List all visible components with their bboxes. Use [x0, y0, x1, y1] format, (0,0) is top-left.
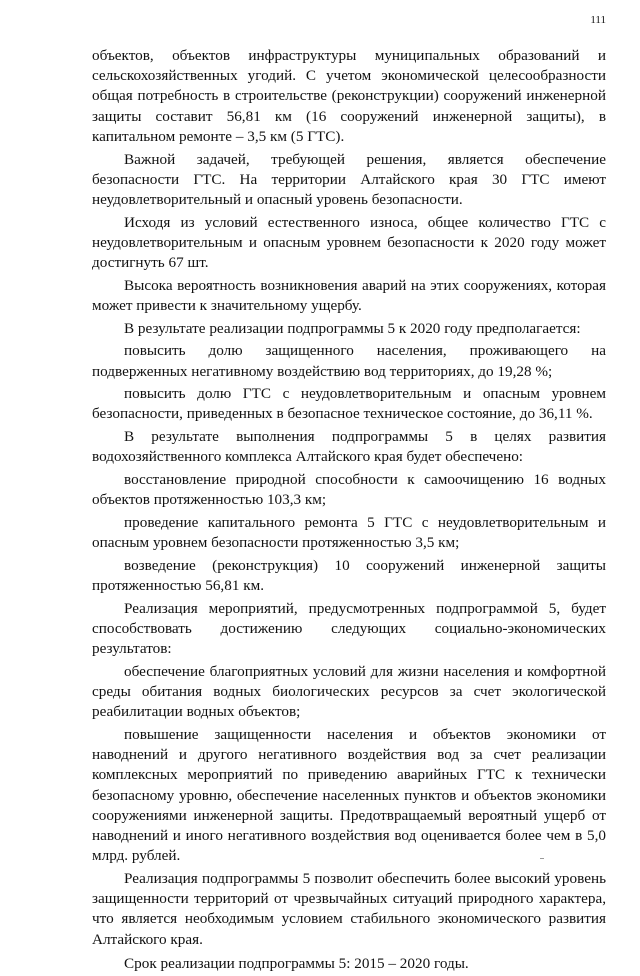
paragraph-expected-results-intro: В результате реализации подпрограммы 5 к 2020 году предполагается:	[124, 319, 581, 337]
list-item-construction: возведение (реконструкция) 10 сооружений инженерной защиты протяженностью 56,81 км.	[92, 556, 606, 595]
paragraph-water-complex-intro: В результате выполнения подпрограммы 5 в целях развития водохозяйственного комплекса Алтайского края будет обеспечено:	[92, 428, 606, 466]
list-item-safe-gts-share: повысить долю ГТС с неудовлетворительным и опасным уровнем безопасности, приведенных в безопасное техническое состояние, до 36,11 %.	[92, 385, 606, 423]
list-item-self-purification: восстановление природной способности к самоочищению 16 водных объектов протяженностью 103,3 км;	[92, 471, 606, 509]
paragraph-implementation-period: Срок реализации подпрограммы 5: 2015 – 2020 годы.	[124, 954, 469, 972]
list-item-living-conditions: обеспечение благоприятных условий для жизни населения и комфортной среды обитания водных биологических ресурсов за счет экологической реабилитации водных объектов;	[92, 662, 606, 721]
paragraph-gts-safety-task: Важной задачей, требующей решения, является обеспечение безопасности ГТС. На территории Алтайского края 30 ГТС имеют неудовлетворительный и опасный уровень безопасности.	[92, 150, 606, 208]
list-item-flood-protection: повышение защищенности населения и объектов экономики от наводнений и другого негативного воздействия вод за счет реализации комплексных мероприятий по приведению аварийных ГТС к технически безопасному уровню, обеспечение населенных пунктов и объектов экономики сооружениями инженерной защиты. Предотвращаемый вероятный ущерб от наводнений и иного негативного воздействия вод оценивается более чем в 5,0 млрд. рублей.	[92, 726, 606, 865]
document-body	[92, 46, 606, 976]
page-number: 111	[590, 14, 606, 26]
list-item-capital-repair: проведение капитального ремонта 5 ГТС с неудовлетворительным и опасным уровнем безопасности протяженностью 3,5 км;	[92, 513, 606, 552]
list-item-protected-population: повысить долю защищенного населения, проживающего на подверженных негативному воздействию вод территориях, до 19,28 %;	[92, 342, 606, 380]
paragraph-higher-protection: Реализация подпрограммы 5 позволит обеспечить более высокий уровень защищенности территорий от чрезвычайных ситуаций природного характера, что является необходимым условием стабильного экономического развития Алтайского края.	[92, 869, 606, 948]
paragraph-needs-continuation: объектов, объектов инфраструктуры муниципальных образований и сельскохозяйственных угодий. С учетом экономической целесообразности общая потребность в строительстве (реконструкции) сооружений инженерной защиты составит 56,81 км (16 сооружений инженерной защиты), в капитальном ремонте – 3,5 км (5 ГТС).	[92, 47, 606, 145]
paragraph-wear-forecast: Исходя из условий естественного износа, общее количество ГТС с неудовлетворительным и опасным уровнем безопасности к 2020 году может достигнуть 67 шт.	[92, 213, 606, 272]
paragraph-socioeconomic-intro: Реализация мероприятий, предусмотренных подпрограммой 5, будет способствовать достижению следующих социально-экономических результатов:	[92, 599, 606, 658]
paragraph-accident-risk: Высока вероятность возникновения аварий на этих сооружениях, которая может привести к значительному ущербу.	[92, 276, 606, 314]
scan-speck	[540, 858, 544, 859]
